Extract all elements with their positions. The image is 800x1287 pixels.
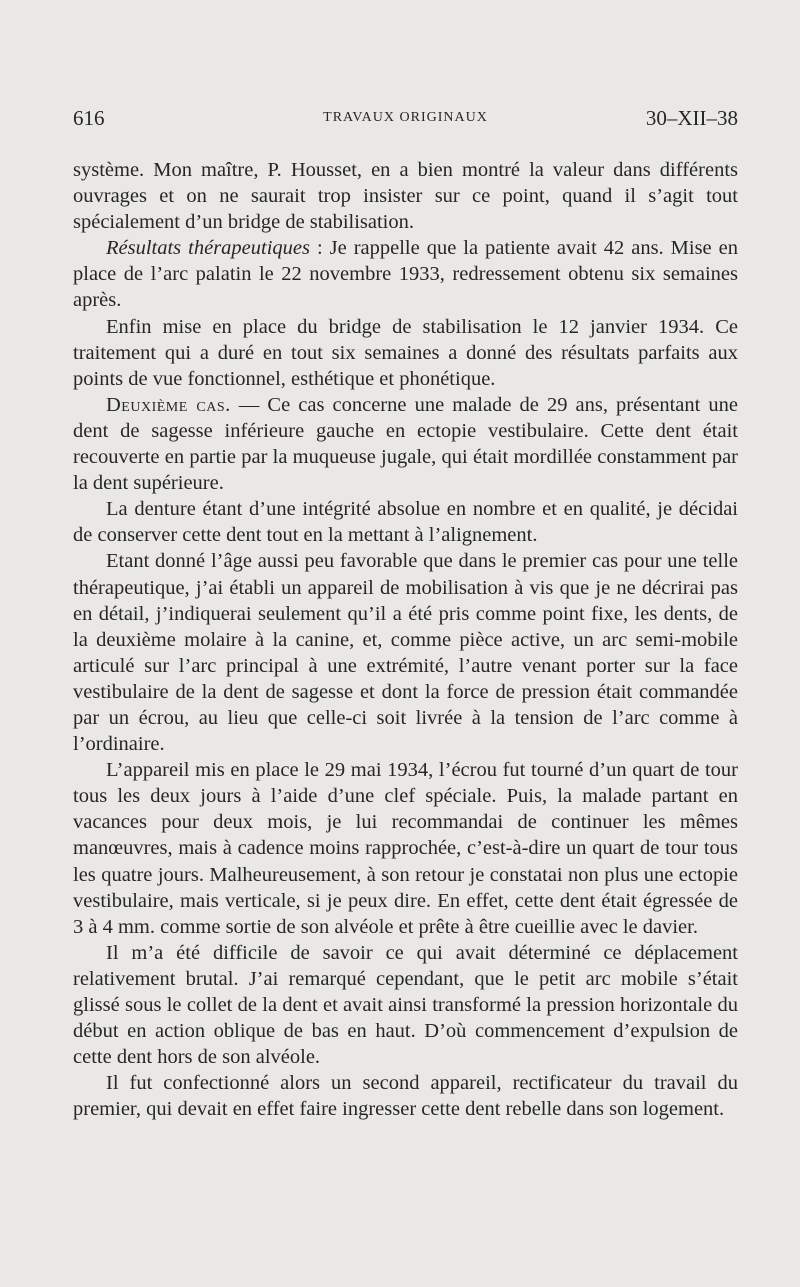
body-text	[73, 157, 738, 1122]
paragraph-text: L’appareil mis en place le 29 mai 1934, l’écrou fut tourné d’un quart de tour tous les deux jours à l’aide d’une clef spéciale. Puis, la malade partant en vacances pour deux mois, je lui recommandai de continuer les mêmes manœuvres, mais à cadence moins rapprochée, c’est-à-dire un quart de tour tous les quatre jours. Malheureusement, à son retour je constatai non plus une ectopie vestibulaire, mais verticale, si je peux dire. En effet, cette dent était égressée de 3 à 4 mm. comme sortie de son alvéole et prête à être cueillie avec le davier.	[73, 759, 738, 938]
paragraph	[73, 157, 738, 235]
paragraph-text: : Je rappelle que la patiente avait 42 ans. Mise en place de l’arc palatin le 22 novembre 1933, redressement obtenu six semaines après.	[73, 237, 738, 312]
paragraph	[73, 548, 738, 757]
paragraph	[73, 940, 738, 1070]
paragraph-text: Il m’a été difficile de savoir ce qui avait déterminé ce déplacement relativement brutal. J’ai remarqué cependant, que le petit arc mobile s’était glissé sous le collet de la dent et avait ainsi transformé la pression horizontale du début en action oblique de bas en haut. D’où commencement d’expulsion de cette dent hors de son alvéole.	[73, 941, 738, 1069]
paragraph-heading: Deuxième cas.	[106, 393, 231, 416]
paragraph	[73, 1070, 738, 1122]
paragraph-text: La denture étant d’une intégrité absolue en nombre et en qualité, je décidai de conserver cette dent tout en la mettant à l’alignement.	[73, 498, 738, 547]
paragraph	[73, 314, 738, 392]
paragraph	[73, 235, 738, 313]
page-number: 616	[73, 106, 105, 130]
paragraph	[73, 392, 738, 496]
paragraph-text: Etant donné l’âge aussi peu favorable que dans le premier cas pour une telle thérapeutique, j’ai établi un appareil de mobilisation à vis que je ne décrirai pas en détail, j’indiquerai seulement qu’il a été pris comme point fixe, les dents, de la deuxième molaire à la canine, et, comme pièce active, un arc semi-mobile articulé sur l’arc principal à une extrémité, l’autre venant porter sur la face vestibulaire de la dent de sagesse et dont la force de pression était commandée par un écrou, au lieu que celle-ci soit livrée à la tension de l’arc comme à l’ordinaire.	[73, 550, 738, 756]
paragraph	[73, 496, 738, 548]
paragraph-text: Il fut confectionné alors un second appareil, rectificateur du travail du premier, qui devait en effet faire ingresser cette dent rebelle dans son logement.	[73, 1072, 738, 1121]
issue-date: 30–XII–38	[645, 106, 738, 130]
paragraph-text: — Ce cas concerne une malade de 29 ans, présentant une dent de sagesse inférieure gauche en ectopie vestibulaire. Cette dent était recouverte en partie par la muqueuse jugale, qui était mordillée constamment par la dent supérieure.	[73, 393, 738, 495]
paragraph-text: système. Mon maître, P. Housset, en a bien montré la valeur dans différents ouvrages et on ne saurait trop insister sur ce point, quand il s’agit tout spécialement d’un bridge de stabilisation.	[73, 159, 738, 234]
section-title: TRAVAUX ORIGINAUX	[323, 110, 488, 125]
running-head	[73, 106, 738, 136]
paragraph-text: Enfin mise en place du bridge de stabilisation le 12 janvier 1934. Ce traitement qui a duré en tout six semaines a donné des résultats parfaits aux points de vue fonctionnel, esthétique et phonétique.	[73, 315, 738, 390]
paragraph-heading: Résultats thérapeutiques	[106, 237, 310, 260]
paragraph	[73, 757, 738, 940]
